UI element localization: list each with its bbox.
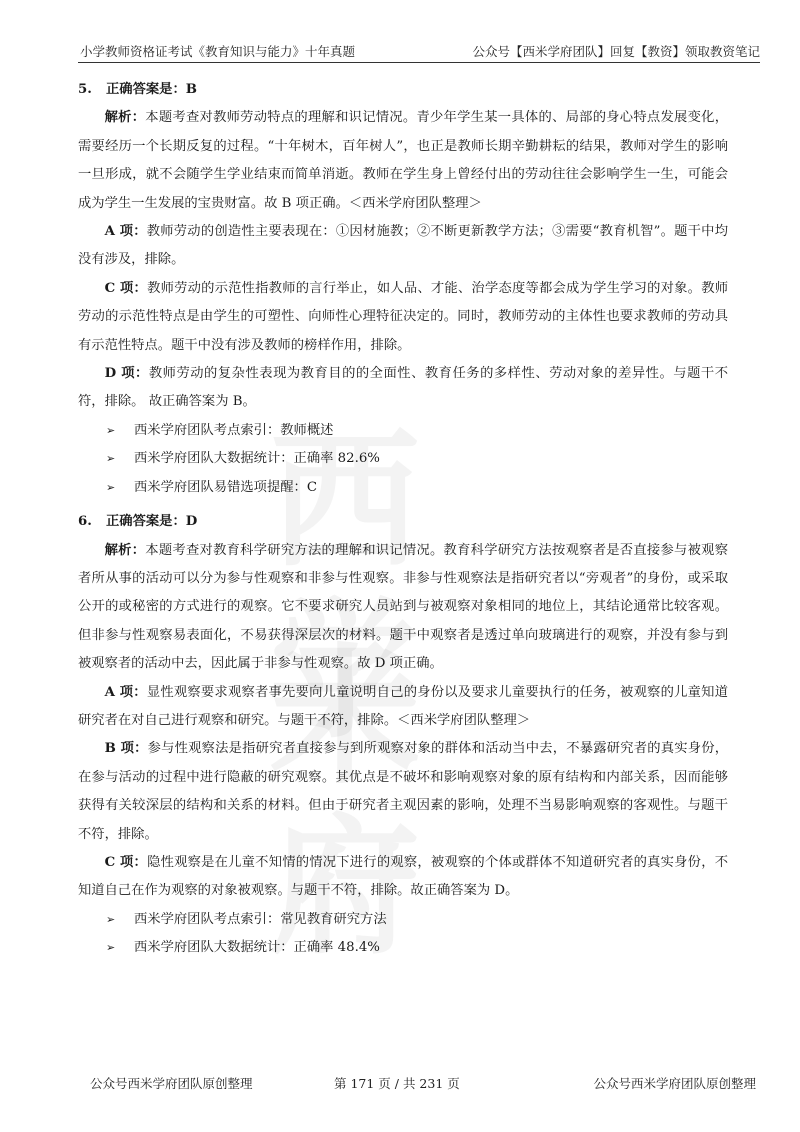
q6-bullet xyxy=(78,906,728,934)
bullet-arrow-icon: ➢ xyxy=(106,480,116,494)
page-footer xyxy=(78,1074,760,1094)
bullet-arrow-icon: ➢ xyxy=(106,941,116,955)
q5-option-c-label: C 项： xyxy=(104,280,148,296)
q6-option-a-text: 显性观察要求观察者事先要向儿童说明自己的身份以及要求儿童要执行的任务，被观察的儿童知道研究者在对自己进行观察和研究。与题干不符，排除。＜西米学府团队整理＞ xyxy=(78,684,728,728)
q5-option-c xyxy=(78,275,728,360)
q5-analysis xyxy=(78,104,728,218)
footer-right-text: 公众号西米学府团队原创整理 xyxy=(593,1076,756,1091)
q6-bullet-text: 西米学府团队考点索引：常见教育研究方法 xyxy=(134,911,387,927)
q6-title xyxy=(78,508,728,536)
q5-bullet-text: 西米学府团队考点索引：教师概述 xyxy=(134,422,334,438)
bullet-arrow-icon: ➢ xyxy=(106,423,116,437)
q6-option-b-label: B 项： xyxy=(104,741,148,757)
header-left-text: 小学教师资格证考试《教育知识与能力》十年真题 xyxy=(80,44,356,59)
q6-option-c-label: C 项： xyxy=(104,854,148,870)
q6-option-b-text: 参与性观察法是指研究者直接参与到所观察对象的群体和活动当中去，不暴露研究者的真实身份，在参与活动的过程中进行隐蔽的研究观察。其优点是不破坏和影响观察对象的原有结构和内部关系，因而能够获得有关较深层的结构和关系的材料。但由于研究者主观因素的影响，处理不当易影响观察的客观性。与题干不符，排除。 xyxy=(78,741,728,842)
q5-bullet xyxy=(78,474,728,502)
q5-option-d xyxy=(78,360,728,417)
q5-bullet xyxy=(78,417,728,445)
q6-analysis-text: 本题考查对教育科学研究方法的理解和识记情况。教育科学研究方法按观察者是否直接参与被观察者所从事的活动可以分为参与性观察和非参与性观察。非参与性观察法是指研究者以“旁观者”的身份，或采取公开的或秘密的方式进行的观察。它不要求研究人员站到与被观察对象相同的地位上，其结论通常比较客观。但非参与性观察易表面化，不易获得深层次的材料。题干中观察者是透过单向玻璃进行的观察，并没有参与到被观察者的活动中去，因此属于非参与性观察。故 D 项正确。 xyxy=(78,542,729,672)
bullet-arrow-icon: ➢ xyxy=(106,912,116,926)
q6-option-b xyxy=(78,735,728,849)
q5-bullet-text: 西米学府团队易错选项提醒：C xyxy=(134,479,318,495)
q6-option-c xyxy=(78,849,728,906)
q5-bullet-text: 西米学府团队大数据统计：正确率 82.6% xyxy=(134,451,380,467)
q6-analysis xyxy=(78,537,728,679)
q6-analysis-label: 解析： xyxy=(104,542,146,558)
q5-option-a-text: 教师劳动的创造性主要表现在：①因材施教；②不断更新教学方法；③需要“教育机智”。题干中均没有涉及，排除。 xyxy=(78,224,728,268)
bullet-arrow-icon: ➢ xyxy=(106,452,116,466)
q5-number: 5. xyxy=(78,82,92,97)
page-content xyxy=(78,70,728,963)
q5-option-a-label: A 项： xyxy=(104,224,147,240)
page-number: 第 171 页 / 共 231 页 xyxy=(334,1076,460,1091)
q5-analysis-text: 本题考查对教师劳动特点的理解和识记情况。青少年学生某一具体的、局部的身心特点发展变化，需要经历一个长期反复的过程。“十年树木，百年树人”，也正是教师长期辛勤耕耘的结果，教师对学生的影响一旦形成，就不会随学生学业结束而简单消逝。教师在学生身上曾经付出的劳动往往会影响学生一生，可能会成为学生一生发展的宝贵财富。故 B 项正确。＜西米学府团队整理＞ xyxy=(78,110,729,211)
q5-option-d-label: D 项： xyxy=(104,366,149,382)
q6-bullet-text: 西米学府团队大数据统计：正确率 48.4% xyxy=(134,940,380,956)
q6-answer: 正确答案是：D xyxy=(106,514,198,530)
footer-left-text: 公众号西米学府团队原创整理 xyxy=(90,1076,253,1091)
page-header xyxy=(78,38,760,63)
q6-option-a-label: A 项： xyxy=(104,684,147,700)
q5-analysis-label: 解析： xyxy=(104,110,146,126)
q6-bullet xyxy=(78,934,728,962)
q5-option-c-text: 教师劳动的示范性指教师的言行举止，如人品、才能、治学态度等都会成为学生学习的对象。教师劳动的示范性特点是由学生的可塑性、向师性心理特征决定的。同时，教师劳动的主体性也要求教师的劳动具有示范性特点。题干中没有涉及教师的榜样作用，排除。 xyxy=(78,280,728,353)
q5-answer: 正确答案是：B xyxy=(106,82,198,97)
header-right-text: 公众号【西米学府团队】回复【教资】领取教资笔记 xyxy=(472,44,760,59)
q5-bullet xyxy=(78,445,728,473)
q5-title xyxy=(78,76,728,104)
q6-option-c-text: 隐性观察是在儿童不知情的情况下进行的观察，被观察的个体或群体不知道研究者的真实身份，不知道自己在作为观察的对象被观察。与题干不符，排除。故正确答案为 D。 xyxy=(78,854,728,899)
q6-option-a xyxy=(78,679,728,736)
q5-option-a xyxy=(78,218,728,275)
q6-number: 6. xyxy=(78,514,92,530)
q5-option-d-text: 教师劳动的复杂性表现为教育目的的全面性、教育任务的多样性、劳动对象的差异性。与题干不符，排除。 故正确答案为 B。 xyxy=(78,366,728,410)
